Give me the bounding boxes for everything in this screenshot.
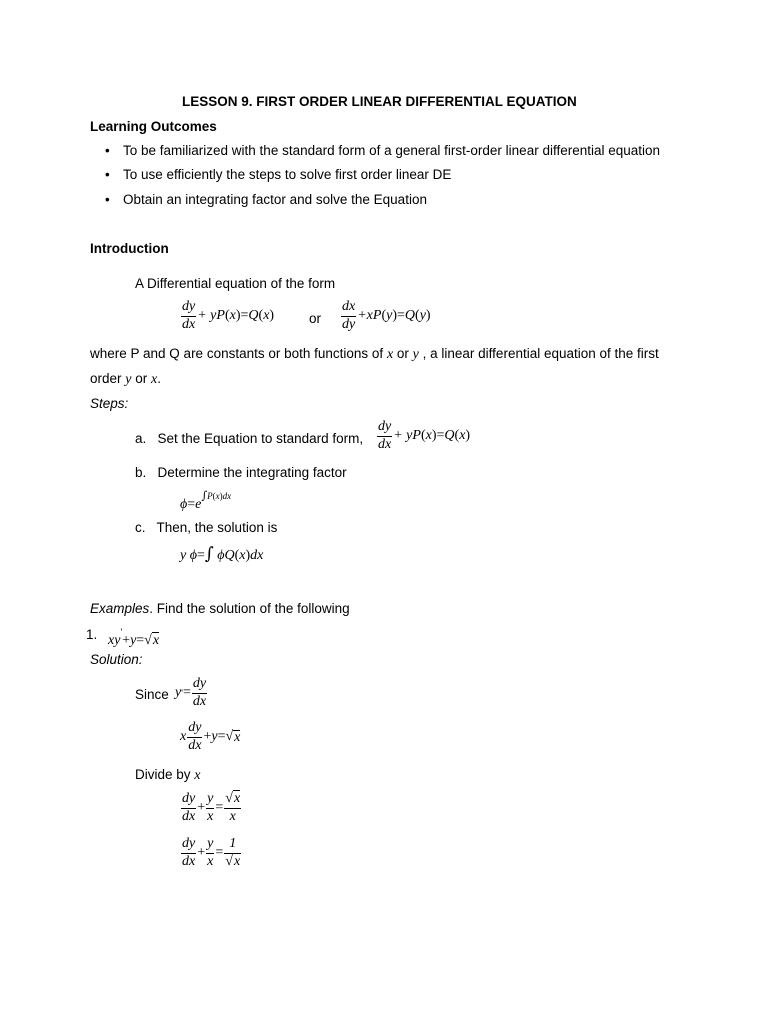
bullet-icon: •: [105, 167, 110, 182]
introduction-heading: Introduction: [90, 241, 169, 256]
learning-outcomes-heading: Learning Outcomes: [90, 119, 217, 134]
or-word: or: [309, 311, 322, 326]
solution-heading: Solution:: [90, 652, 143, 667]
divide-line: Divide by x: [135, 767, 201, 783]
outcome-item: • To use efficiently the steps to solve first order linear DE: [105, 167, 452, 182]
lesson-title: LESSON 9. FIRST ORDER LINEAR DIFFERENTIAL EQUATION: [182, 94, 577, 109]
since-word: Since: [135, 687, 169, 702]
step-a-equation: $\frac{dy}{dx}$ + yP ( x )= Q ( x ): [378, 419, 471, 452]
step-b: b. Determine the integrating factor: [135, 465, 347, 480]
where-text: where P and Q are constants or both functions of x or y , a linear differential equation of the first: [90, 346, 659, 362]
since-equation: y ' = $\frac{dy}{dx}$: [175, 676, 207, 709]
standard-form-equation-1: $\frac{dy}{dx}$ + yP ( x )= Q ( x ): [182, 299, 275, 332]
example-equation: xy'+y=√x: [108, 627, 160, 648]
step-c: c. Then, the solution is: [135, 520, 278, 535]
examples-line: Examples. Find the solution of the following: [90, 601, 350, 616]
solution-formula: y ϕ=∫ ϕQ(x)dx: [180, 544, 264, 564]
simplified-equation: $\frac{dy}{dx}$ + $\frac{y}{x}$ = $\frac{1}{√x}$: [182, 836, 241, 869]
standard-form-equation-2: $\frac{dx}{dy}$ +xP ( y )= Q ( y ): [342, 299, 431, 332]
substituted-equation: x $\frac{dy}{dx}$ + y =√ x: [180, 720, 241, 753]
step-a: a. Set the Equation to standard form,: [135, 431, 364, 446]
integrating-factor-equation: $\phi=e^{\int P(x)dx}$: [180, 489, 232, 512]
example-number: 1.: [86, 627, 98, 642]
order-text: order y or x.: [90, 371, 161, 387]
bullet-icon: •: [105, 192, 110, 207]
bullet-icon: •: [105, 143, 110, 158]
outcome-item: • Obtain an integrating factor and solve the Equation: [105, 192, 427, 207]
steps-heading: Steps:: [90, 396, 129, 411]
intro-lead: A Differential equation of the form: [135, 276, 336, 291]
divided-equation: $\frac{dy}{dx}$ + $\frac{y}{x}$ = $\frac{√x}{x}$: [182, 791, 241, 824]
outcome-item: • To be familiarized with the standard form of a general first-order linear differential equation: [105, 143, 661, 158]
